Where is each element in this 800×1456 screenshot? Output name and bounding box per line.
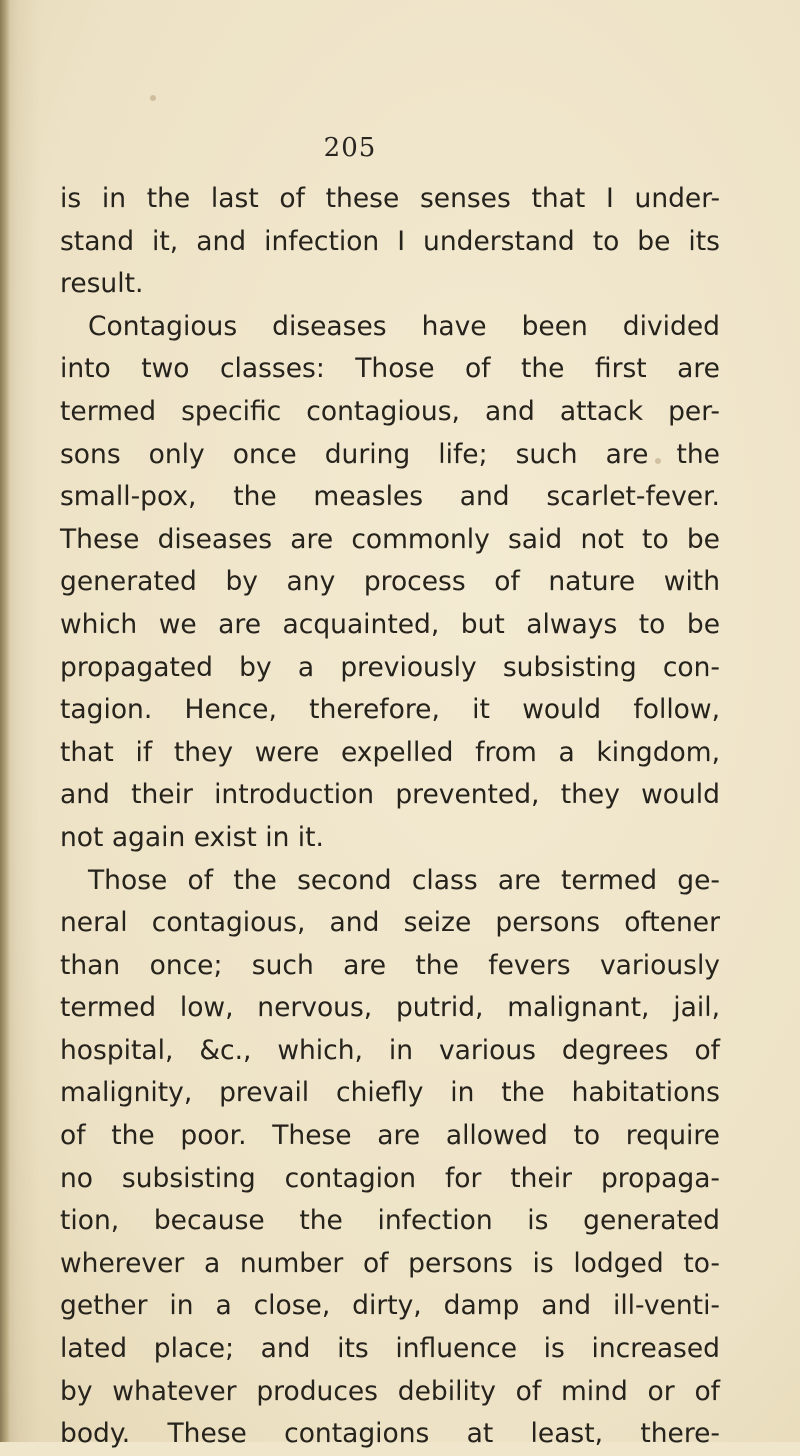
text-line: gether in a close, dirty, damp and ill-venti- (60, 1290, 720, 1322)
paragraph-start-line: Contagious diseases have been divided (88, 310, 720, 342)
text-line: wherever a number of persons is lodged to- (60, 1247, 720, 1279)
text-line: result. (60, 268, 144, 300)
text-line: neral contagious, and seize persons oftener (60, 907, 720, 939)
text-line: of the poor. These are allowed to require (60, 1120, 720, 1152)
text-line: tion, because the infection is generated (60, 1205, 720, 1237)
text-line: not again exist in it. (60, 821, 324, 853)
body-text (60, 178, 720, 1456)
text-line: sons only once during life; such are the (60, 438, 720, 470)
text-line: by whatever produces debility of mind or of (60, 1375, 720, 1407)
paragraph-start-line: Those of the second class are termed ge- (88, 864, 720, 896)
text-line: stand it, and infection I understand to be its (60, 225, 720, 257)
text-line: into two classes: Those of the first are (60, 353, 720, 385)
paper-speck (150, 95, 156, 101)
text-line: that if they were expelled from a kingdom, (60, 736, 720, 768)
text-line: no subsisting contagion for their propaga- (60, 1162, 720, 1194)
text-line: These diseases are commonly said not to be (60, 523, 720, 555)
text-line: tagion. Hence, therefore, it would follow, (60, 694, 720, 726)
text-line: generated by any process of nature with (60, 566, 720, 598)
text-line: which we are acquainted, but always to be (60, 608, 720, 640)
text-line: is in the last of these senses that I under- (60, 183, 720, 214)
text-line: than once; such are the fevers variously (60, 949, 720, 981)
text-line: malignity, prevail chiefly in the habitations (60, 1077, 720, 1109)
page-number: 205 (323, 133, 377, 163)
text-line: lated place; and its influence is increased (60, 1333, 720, 1365)
text-line: and their introduction prevented, they would (60, 779, 720, 811)
page-gutter-shadow (0, 0, 10, 1442)
text-line: termed low, nervous, putrid, malignant, jail, (60, 992, 720, 1024)
text-line: hospital, &c., which, in various degrees of (60, 1034, 720, 1066)
text-line: termed specific contagious, and attack per- (60, 395, 720, 427)
text-line: propagated by a previously subsisting con- (60, 651, 720, 683)
text-line: body. These contagions at least, there- (60, 1418, 720, 1450)
text-line: small-pox, the measles and scarlet-fever. (60, 481, 720, 513)
